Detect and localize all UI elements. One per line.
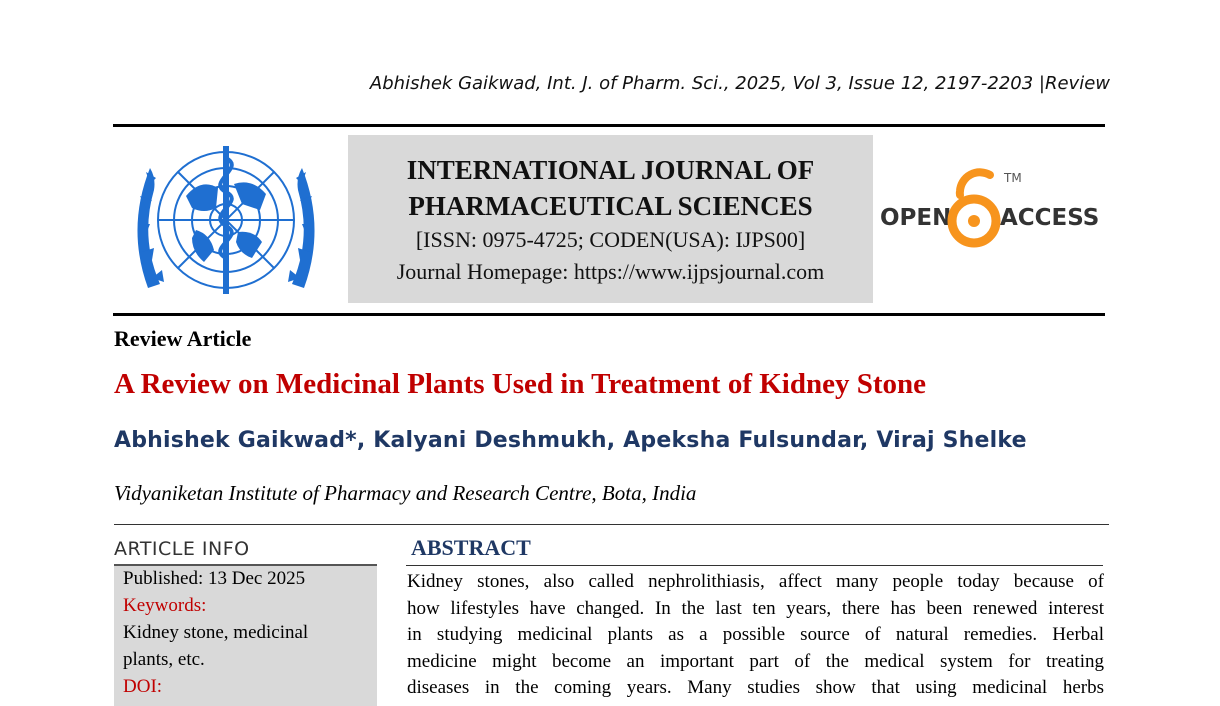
abstract-rule [406,565,1103,566]
keywords-label: Keywords: [123,595,207,616]
paper-title: A Review on Medicinal Plants Used in Treatment of Kidney Stone [114,368,926,400]
article-info-box [114,566,377,706]
section-divider [114,524,1109,525]
header-top-rule [113,124,1105,127]
abstract-line: Kidney stones, also called nephrolithiasis, affect many people today because of [407,571,1104,592]
doi-label: DOI: [123,676,163,697]
abstract-line: diseases in the coming years. Many studies show that using medicinal herbs [407,677,1104,698]
journal-title [348,152,873,224]
journal-homepage: Journal Homepage: https://www.ijpsjournal.com [396,259,825,284]
abstract-line: medicine might become an important part of the medical system for treating [407,650,1104,672]
affiliation: Vidyaniketan Institute of Pharmacy and Research Centre, Bota, India [114,481,697,505]
open-access-left-text: OPEN [880,205,952,231]
keywords-line-2: plants, etc. [123,649,205,670]
article-type: Review Article [114,326,252,351]
abstract-line: in studying medicinal plants as a possible source of natural remedies. Herbal [407,624,1104,645]
journal-masthead [348,135,873,303]
abstract-heading: ABSTRACT [411,535,531,560]
journal-emblem-logo [126,138,326,308]
published-date: Published: 13 Dec 2025 [123,568,306,589]
article-info-heading: ARTICLE INFO [114,538,250,560]
journal-title-line1: INTERNATIONAL JOURNAL OF [406,155,815,185]
open-access-logo [880,165,1110,255]
header-bottom-rule [113,313,1105,316]
keywords-line-1: Kidney stone, medicinal [123,622,309,643]
open-access-right-text: ACCESS [1000,205,1100,231]
journal-issn: [ISSN: 0975-4725; CODEN(USA): IJPS00] [415,227,806,252]
running-head: Abhishek Gaikwad, Int. J. of Pharm. Sci., 2025, Vol 3, Issue 12, 2197-2203 |Review [369,73,1110,94]
journal-title-line2: PHARMACEUTICAL SCIENCES [408,191,813,221]
trademark-mark: TM [1004,171,1022,185]
abstract-line: how lifestyles have changed. In the last ten years, there has been renewed interest [407,597,1104,619]
abstract-body [407,569,1104,702]
author-list: Abhishek Gaikwad*, Kalyani Deshmukh, Apeksha Fulsundar, Viraj Shelke [114,428,1027,453]
